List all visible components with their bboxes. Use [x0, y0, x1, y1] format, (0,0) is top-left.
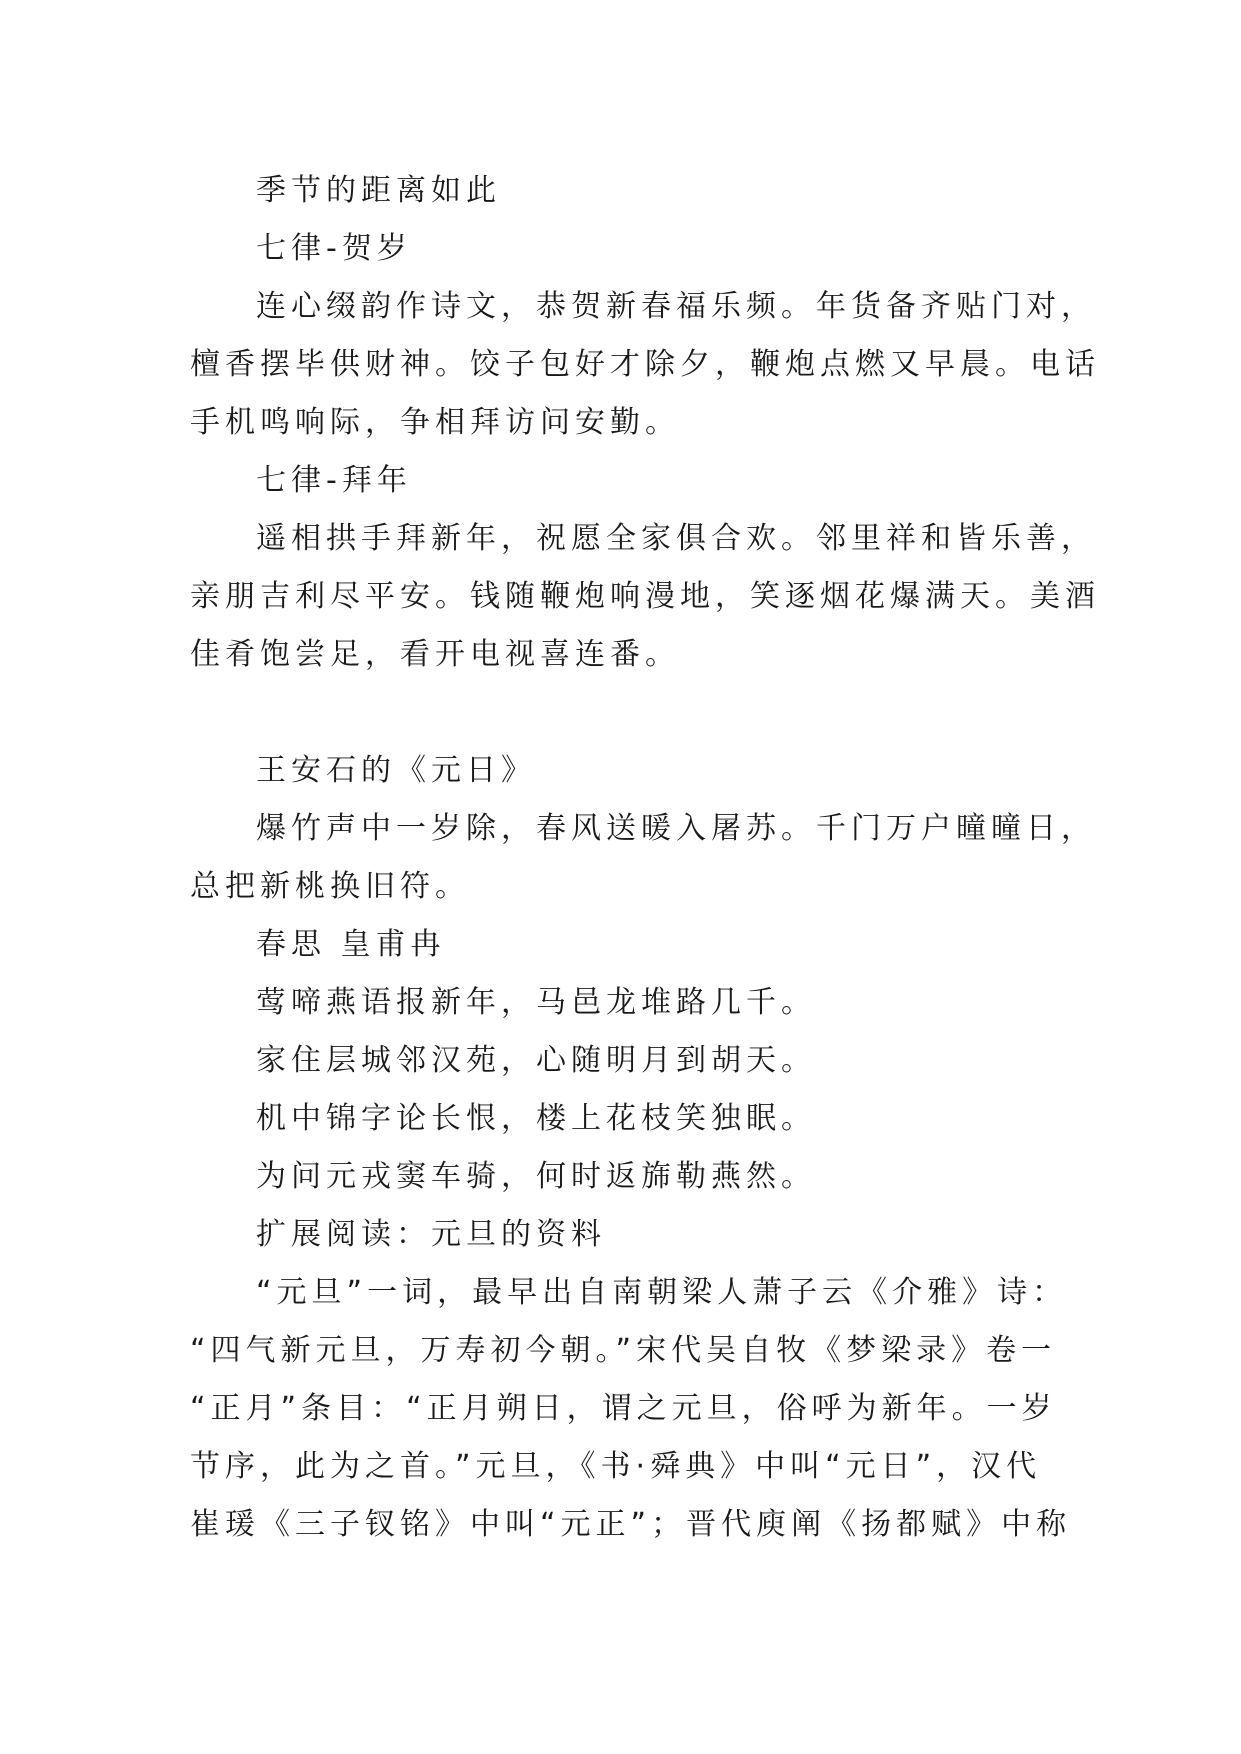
document-body	[190, 162, 1100, 1554]
poem-title: 春思 皇甫冉	[256, 927, 446, 962]
paragraph-line: 总把新桃换旧符。	[190, 869, 470, 904]
text-line: 季节的距离如此	[256, 173, 501, 208]
poem-line: 为问元戎窦车骑，何时返旆勒燕然。	[256, 1159, 816, 1194]
paragraph-line: 亲朋吉利尽平安。钱随鞭炮响漫地，笑逐烟花爆满天。美酒	[190, 579, 1100, 614]
poem-line: 机中锦字论长恨，楼上花枝笑独眠。	[256, 1101, 816, 1136]
poem-line: 家住层城邻汉苑，心随明月到胡天。	[256, 1043, 816, 1078]
paragraph-line: 檀香摆毕供财神。饺子包好才除夕，鞭炮点燃又早晨。电话	[190, 347, 1100, 382]
paragraph-line: 节序，此为之首。”元旦，《书·舜典》中叫“元日”，汉代	[190, 1449, 1042, 1484]
paragraph-line: “元旦”一词，最早出自南朝梁人萧子云《介雅》诗：	[256, 1275, 1068, 1310]
poem-title: 七律-贺岁	[256, 231, 412, 266]
paragraph-line: 连心缀韵作诗文，恭贺新春福乐频。年货备齐贴门对，	[256, 289, 1096, 324]
paragraph-line: 手机鸣响际，争相拜访问安勤。	[190, 405, 680, 440]
paragraph-line: 佳肴饱尝足，看开电视喜连番。	[190, 637, 680, 672]
poem-title: 王安石的《元日》	[256, 753, 536, 788]
paragraph-line: “正月”条目：“正月朔日，谓之元旦，俗呼为新年。一岁	[190, 1391, 1057, 1426]
poem-title: 七律-拜年	[256, 463, 412, 498]
paragraph-line: 爆竹声中一岁除，春风送暖入屠苏。千门万户曈曈日，	[256, 811, 1096, 846]
paragraph-line: “四气新元旦，万寿初今朝。”宋代吴自牧《梦梁录》卷一	[190, 1333, 1057, 1368]
blank-line	[190, 684, 1070, 742]
paragraph-line: 崔瑗《三子钗铭》中叫“元正”；晋代庾阐《扬都赋》中称	[190, 1507, 1072, 1542]
poem-line: 莺啼燕语报新年，马邑龙堆路几千。	[256, 985, 816, 1020]
section-heading: 扩展阅读：元旦的资料	[256, 1217, 606, 1252]
paragraph-line: 遥相拱手拜新年，祝愿全家俱合欢。邻里祥和皆乐善，	[256, 521, 1096, 556]
